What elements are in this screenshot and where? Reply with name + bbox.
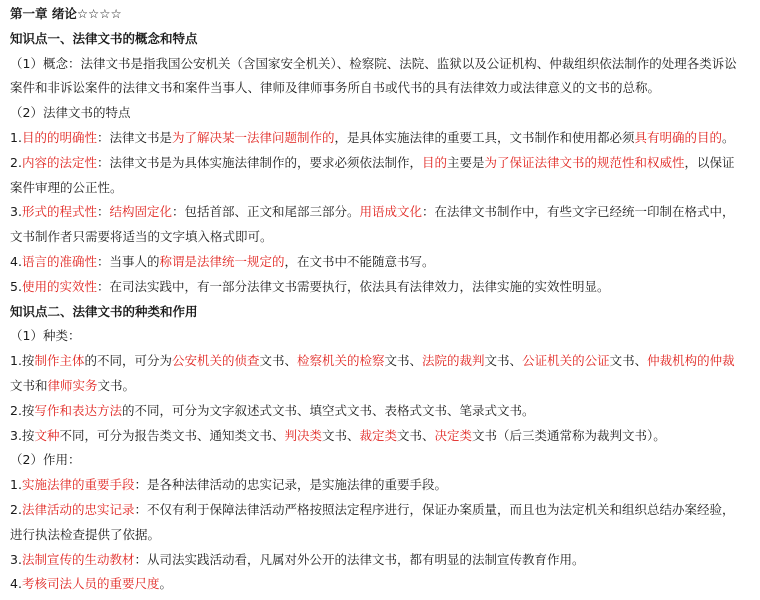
body-text: 1. [10,129,22,145]
text-line [10,2,750,27]
body-text: 3. [10,551,22,567]
highlighted-text: 使用的实效性 [21,278,97,294]
body-text: ：是各种法律活动的忠实记录，是实施法律的重要手段。 [134,477,447,493]
highlighted-text: 考核司法人员的重要尺度 [21,576,160,592]
heading-text: 第一章 绪论☆☆☆☆ [10,6,122,21]
text-line [10,548,750,573]
body-text: 主要是 [446,154,485,170]
body-text: （1）概念：法律文书是指我国公安机关（含国家安全机关）、检察院、法院、监狱以及公证机构、仲裁组织依法制作的处理各类诉讼 [10,55,737,71]
body-text: 1.按 [10,353,35,369]
body-text: 3. [10,204,22,220]
highlighted-text: 法院的裁判 [422,353,485,369]
highlighted-text: 仲裁机构的仲裁 [647,353,735,369]
text-line [10,27,750,52]
body-text: 4. [10,253,22,269]
body-text: 文书、 [259,353,297,369]
highlighted-text: 检察机关的检察 [297,353,385,369]
body-text: ：不仅有利于保障法律活动严格按照法定程序进行，保证办案质量，而且也为法定机关和组织总结办案经验， [134,501,735,517]
highlighted-text: 语言的准确性 [21,253,97,269]
body-text: 。 [722,129,735,145]
body-text: 文书、 [484,353,523,369]
text-line [10,324,750,349]
highlighted-text: 法制宣传的生动教材 [21,551,135,567]
body-text: ，是具体实施法律的重要工具，文书制作和使用都必须 [334,129,635,145]
text-line [10,151,750,176]
highlighted-text: 文种 [34,427,60,443]
highlighted-text: 目的的明确性 [21,129,97,145]
body-text: 的不同，可分为 [84,353,172,369]
highlighted-text: 公证机关的公证 [522,353,610,369]
text-line [10,176,750,201]
heading-text: 知识点二、法律文书的种类和作用 [10,303,198,319]
highlighted-text: 实施法律的重要手段 [21,477,135,493]
highlighted-text: 写作和表达方法 [34,402,122,418]
highlighted-text: 决定类 [434,427,473,443]
body-text: 文书、 [321,427,360,443]
text-line [10,250,750,275]
text-line [10,424,750,449]
highlighted-text: 称谓是法律统一规定的 [159,253,285,269]
body-text: （1）种类： [10,328,81,344]
highlighted-text: 形式的程式性 [21,204,97,220]
highlighted-text: 具有明确的目的 [634,129,723,145]
body-text: 3.按 [10,427,35,443]
highlighted-text: 用语成文化 [359,204,423,220]
body-text: 。 [159,576,172,592]
highlighted-text: 裁定类 [359,427,398,443]
text-line [10,275,750,300]
body-text: ，以保证 [684,154,735,170]
highlighted-text: 结构固定化 [109,204,172,220]
highlighted-text: 制作主体 [34,353,85,369]
highlighted-text: 为了保证法律文书的规范性和权威性 [484,154,685,170]
body-text: 1. [10,477,22,493]
text-line [10,498,750,523]
body-text: 不同，可分为报告类文书、通知类文书、 [59,427,285,443]
highlighted-text: 内容的法定性 [21,154,97,170]
text-line [10,374,750,399]
body-text: 进行执法检查提供了依据。 [10,526,161,542]
text-line [10,349,750,374]
text-line [10,101,750,126]
body-text: ：在司法实践中，有一部分法律文书需要执行，依法具有法律效力，法律实施的实效性明显。 [96,278,610,294]
highlighted-text: 为了解决某一法律问题制作的 [171,129,335,145]
body-text: ：在法律文书制作中，有些文字已经统一印制在格式中， [422,204,735,220]
heading-text: 知识点一、法律文书的概念和特点 [10,30,198,46]
body-text: ：包括首部、正文和尾部三部分。 [171,204,360,220]
text-line [10,523,750,548]
text-line [10,399,750,424]
highlighted-text: 律师实务 [47,377,98,393]
body-text: 的不同，可分为文字叙述式文书、填空式文书、表格式文书、笔录式文书。 [121,402,535,418]
body-text: 2. [10,501,22,517]
body-text: 文书、 [384,353,423,369]
body-text: 文书。 [97,377,136,393]
body-text: 文书（后三类通常称为裁判文书）。 [472,427,666,443]
body-text: 文书和 [10,377,48,393]
text-line [10,52,750,77]
body-text: 文书、 [397,427,435,443]
body-text: 案件和非诉讼案件的法律文书和案件当事人、律师及律师事务所自书或代书的具有法律效力或法律意义的文书的总称。 [10,80,661,96]
body-text: ：法律文书是为具体实施法律制作的，要求必须依法制作， [96,154,422,170]
body-text: 案件审理的公正性。 [10,179,123,195]
body-text: 文书制作者只需要将适当的文字填入格式即可。 [10,229,273,245]
highlighted-text: 公安机关的侦查 [171,353,260,369]
body-text: ：法律文书是 [96,129,172,145]
body-text: ：当事人的 [96,253,160,269]
text-line [10,76,750,101]
body-text: ： [96,204,110,220]
text-line [10,126,750,151]
text-line [10,572,750,597]
body-text: ，在文书中不能随意书写。 [284,253,435,269]
body-text: （2）法律文书的特点 [10,105,131,121]
body-text: 5. [10,278,22,294]
text-line [10,200,750,225]
body-text: 2.按 [10,402,35,418]
text-line [10,448,750,473]
body-text: （2）作用： [10,452,81,468]
highlighted-text: 法律活动的忠实记录 [21,501,135,517]
text-line [10,225,750,250]
highlighted-text: 判决类 [284,427,322,443]
body-text: 4. [10,576,22,592]
body-text: 2. [10,154,22,170]
text-line [10,473,750,498]
body-text: ：从司法实践活动看，凡属对外公开的法律文书，都有明显的法制宣传教育作用。 [134,551,585,567]
body-text: 文书、 [609,353,648,369]
text-line [10,300,750,325]
highlighted-text: 目的 [421,154,447,170]
